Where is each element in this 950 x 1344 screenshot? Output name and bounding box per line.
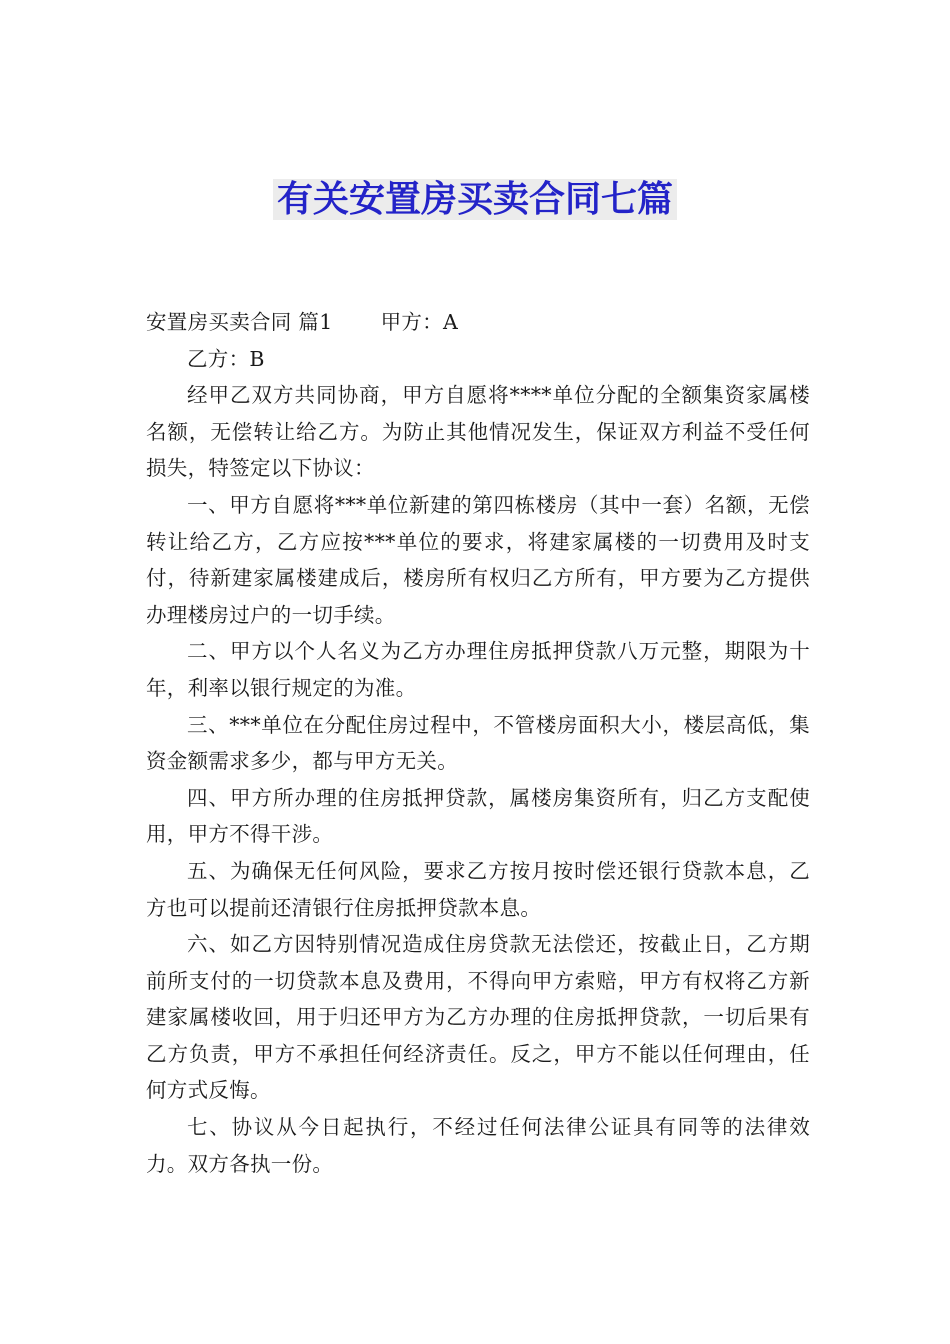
paragraph-intro: 经甲乙双方共同协商，甲方自愿将****单位分配的全额集资家属楼名额，无偿转让给乙方。为防止其他情况发生，保证双方利益不受任何损失，特签定以下协议： bbox=[146, 383, 810, 481]
paragraph-clause-6: 六、如乙方因特别情况造成住房贷款无法偿还，按截止日，乙方期前所支付的一切贷款本息及费用，不得向甲方索赔，甲方有权将乙方新建家属楼收回，用于归还甲方为乙方办理的住房抵押贷款，一切后果有乙方负责，甲方不承担任何经济责任。反之，甲方不能以任何理由，任何方式反悔。 bbox=[146, 932, 810, 1103]
paragraph-clause-5: 五、为确保无任何风险，要求乙方按月按时偿还银行贷款本息，乙方也可以提前还清银行住房抵押贷款本息。 bbox=[146, 858, 810, 920]
document-body bbox=[146, 304, 810, 1182]
document-title-text: 有关安置房买卖合同七篇 bbox=[273, 179, 677, 220]
paragraph-clause-4: 四、甲方所办理的住房抵押贷款，属楼房集资所有，归乙方支配使用，甲方不得干涉。 bbox=[146, 785, 810, 847]
section-heading-line bbox=[146, 304, 810, 341]
paragraph-clause-3: 三、***单位在分配住房过程中，不管楼房面积大小，楼层高低，集资金额需求多少，都与甲方无关。 bbox=[146, 712, 810, 774]
party-a-line: 甲方：A bbox=[380, 310, 459, 334]
paragraph-clause-2: 二、甲方以个人名义为乙方办理住房抵押贷款八万元整，期限为十年，利率以银行规定的为准。 bbox=[146, 639, 810, 700]
section-heading: 安置房买卖合同 篇1 bbox=[146, 310, 333, 334]
party-b-line: 乙方：B bbox=[187, 346, 265, 371]
document-title bbox=[0, 174, 950, 226]
paragraph-clause-7: 七、协议从今日起执行，不经过任何法律公证具有同等的法律效力。双方各执一份。 bbox=[146, 1115, 810, 1176]
paragraph-clause-1: 一、甲方自愿将***单位新建的第四栋楼房（其中一套）名额，无偿转让给乙方，乙方应按***单位的要求，将建家属楼的一切费用及时支付，待新建家属楼建成后，楼房所有权归乙方所有，甲方要为乙方提供办理楼房过户的一切手续。 bbox=[146, 492, 810, 627]
